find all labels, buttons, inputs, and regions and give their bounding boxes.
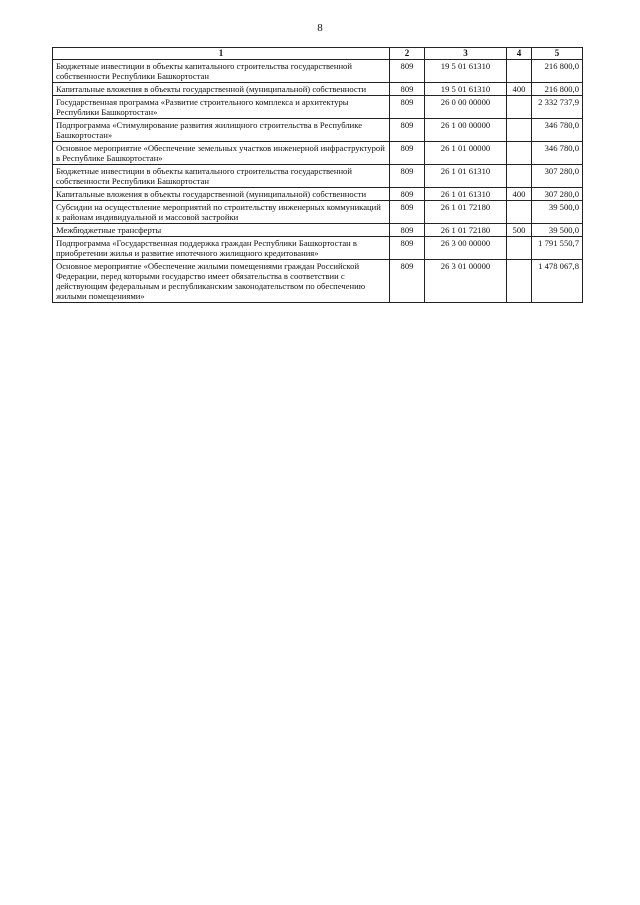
row-target-code: 26 0 00 00000 (425, 96, 507, 119)
row-expense-type (507, 60, 532, 83)
column-header-2: 2 (390, 48, 425, 60)
row-admin-code: 809 (390, 188, 425, 201)
row-admin-code: 809 (390, 201, 425, 224)
budget-table (52, 47, 583, 303)
row-target-code: 26 1 01 00000 (425, 142, 507, 165)
row-amount: 307 280,0 (532, 165, 583, 188)
row-target-code: 26 1 00 00000 (425, 119, 507, 142)
row-expense-type: 500 (507, 224, 532, 237)
row-target-code: 19 5 01 61310 (425, 83, 507, 96)
row-amount: 2 332 737,9 (532, 96, 583, 119)
page-number: 8 (317, 22, 323, 34)
row-admin-code: 809 (390, 119, 425, 142)
table-row (53, 96, 583, 119)
row-admin-code: 809 (390, 60, 425, 83)
row-amount: 39 500,0 (532, 201, 583, 224)
column-header-5: 5 (532, 48, 583, 60)
row-admin-code: 809 (390, 83, 425, 96)
row-expense-type: 400 (507, 83, 532, 96)
row-target-code: 26 3 01 00000 (425, 260, 507, 303)
table-row (53, 142, 583, 165)
row-expense-type (507, 260, 532, 303)
row-amount: 307 280,0 (532, 188, 583, 201)
row-target-code: 26 1 01 72180 (425, 224, 507, 237)
row-expense-type: 400 (507, 188, 532, 201)
row-expense-type (507, 165, 532, 188)
row-amount: 39 500,0 (532, 224, 583, 237)
row-admin-code: 809 (390, 237, 425, 260)
table-row (53, 60, 583, 83)
table-row (53, 201, 583, 224)
row-target-code: 26 1 01 72180 (425, 201, 507, 224)
row-name: Межбюджетные трансферты (53, 224, 390, 237)
column-header-4: 4 (507, 48, 532, 60)
row-name: Бюджетные инвестиции в объекты капитального строительства государственной собственности Республики Башкортостан (53, 165, 390, 188)
row-target-code: 19 5 01 61310 (425, 60, 507, 83)
table-row (53, 165, 583, 188)
row-name: Капитальные вложения в объекты государственной (муниципальной) собственности (53, 188, 390, 201)
table-row (53, 224, 583, 237)
column-header-1: 1 (53, 48, 390, 60)
row-amount: 1 478 067,8 (532, 260, 583, 303)
row-admin-code: 809 (390, 165, 425, 188)
table-row (53, 119, 583, 142)
row-name: Основное мероприятие «Обеспечение жилыми помещениями граждан Российской Федерации, перед которыми государство имеет обязательства в соответствии с действующим федеральным и республиканским законодательством по обеспечению жилыми помещениями» (53, 260, 390, 303)
table-row (53, 237, 583, 260)
table-row (53, 260, 583, 303)
row-target-code: 26 1 01 61310 (425, 165, 507, 188)
row-name: Субсидии на осуществление мероприятий по строительству инженерных коммуникаций к районам индивидуальной и массовой застройки (53, 201, 390, 224)
table-row (53, 188, 583, 201)
row-expense-type (507, 201, 532, 224)
row-name: Бюджетные инвестиции в объекты капитального строительства государственной собственности Республики Башкортостан (53, 60, 390, 83)
row-amount: 216 800,0 (532, 60, 583, 83)
row-target-code: 26 3 00 00000 (425, 237, 507, 260)
row-expense-type (507, 237, 532, 260)
row-amount: 216 800,0 (532, 83, 583, 96)
row-amount: 346 780,0 (532, 142, 583, 165)
column-header-3: 3 (425, 48, 507, 60)
table-row (53, 83, 583, 96)
row-target-code: 26 1 01 61310 (425, 188, 507, 201)
row-name: Капитальные вложения в объекты государственной (муниципальной) собственности (53, 83, 390, 96)
row-admin-code: 809 (390, 96, 425, 119)
row-name: Государственная программа «Развитие строительного комплекса и архитектуры Республики Башкортостан» (53, 96, 390, 119)
row-admin-code: 809 (390, 260, 425, 303)
row-expense-type (507, 119, 532, 142)
row-expense-type (507, 96, 532, 119)
row-amount: 346 780,0 (532, 119, 583, 142)
row-expense-type (507, 142, 532, 165)
row-name: Подпрограмма «Стимулирование развития жилищного строительства в Республике Башкортостан» (53, 119, 390, 142)
row-admin-code: 809 (390, 224, 425, 237)
table-header-row (53, 48, 583, 60)
row-name: Основное мероприятие «Обеспечение земельных участков инженерной инфраструктурой в Республике Башкортостан» (53, 142, 390, 165)
row-admin-code: 809 (390, 142, 425, 165)
row-amount: 1 791 550,7 (532, 237, 583, 260)
row-name: Подпрограмма «Государственная поддержка граждан Республики Башкортостан в приобретении жилья и развитие ипотечного жилищного кредитования» (53, 237, 390, 260)
